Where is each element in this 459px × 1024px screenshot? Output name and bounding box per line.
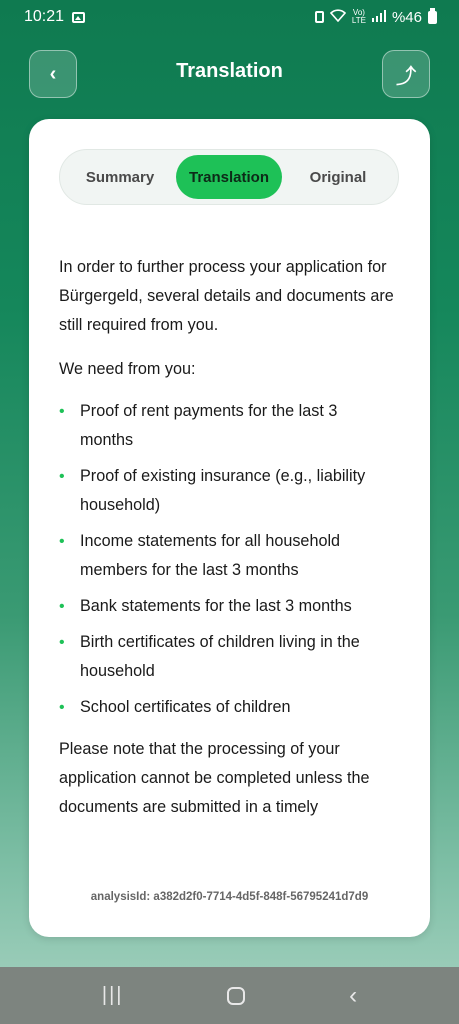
intro-paragraph: In order to further process your application for Bürgergeld, several details and documents are still required from you. xyxy=(59,258,394,334)
translation-card xyxy=(29,119,430,937)
page-title: Translation xyxy=(176,60,283,82)
list-item-line: members for the last 3 months xyxy=(80,561,299,579)
header xyxy=(0,50,459,98)
bullet-icon: • xyxy=(59,598,65,615)
network-type xyxy=(352,9,366,25)
sim-card-icon xyxy=(315,11,324,23)
back-button[interactable] xyxy=(29,50,77,98)
need-heading: We need from you: xyxy=(59,360,196,378)
bullet-icon: • xyxy=(59,699,65,716)
wifi-icon xyxy=(330,9,346,26)
list-item-line: Birth certificates of children living in the xyxy=(80,633,360,651)
list-item-line: Income statements for all household xyxy=(80,532,341,550)
bullet-icon: • xyxy=(59,403,65,420)
bullet-icon: • xyxy=(59,634,65,651)
note-paragraph: Please note that the processing of your application cannot be completed unless the documents are submitted in a timely xyxy=(59,740,370,816)
gallery-notification-icon xyxy=(72,12,85,23)
list-item xyxy=(59,462,410,520)
tab-original[interactable]: Original xyxy=(309,168,367,186)
recents-icon[interactable]: ||| xyxy=(101,984,124,1006)
list-item xyxy=(59,397,410,455)
home-icon[interactable] xyxy=(227,987,245,1005)
list-item-line: Bank statements for the last 3 months xyxy=(80,597,352,615)
list-item-line: School certificates of children xyxy=(80,698,291,716)
list-item-line: household) xyxy=(80,496,161,514)
tab-translation[interactable]: Translation xyxy=(176,155,282,199)
list-item xyxy=(59,527,410,585)
required-documents-list xyxy=(59,397,410,722)
list-item-line: Proof of rent payments for the last 3 xyxy=(80,402,338,420)
share-icon: ⤴ xyxy=(396,65,416,88)
battery-icon xyxy=(428,11,437,24)
chevron-left-icon: ‹ xyxy=(49,62,57,85)
back-nav-icon[interactable]: ‹ xyxy=(349,981,358,1009)
share-button[interactable] xyxy=(382,50,430,98)
bullet-icon: • xyxy=(59,533,65,550)
battery-level: %46 xyxy=(391,8,422,26)
list-item-line: household xyxy=(80,662,155,680)
list-item xyxy=(59,693,410,722)
list-item-line: months xyxy=(80,431,134,449)
translation-text xyxy=(59,253,410,869)
signal-icon xyxy=(372,9,386,26)
lte-label: LTE xyxy=(351,16,366,25)
analysis-id: analysisId: a382d2f0-7714-4d5f-848f-56795241d7d9 xyxy=(90,891,369,903)
tab-summary[interactable]: Summary xyxy=(85,168,155,186)
list-item xyxy=(59,592,410,621)
system-navbar xyxy=(0,967,459,1024)
list-item-line: Proof of existing insurance (e.g., liability xyxy=(80,467,366,485)
list-item xyxy=(59,628,410,686)
status-left xyxy=(24,8,85,26)
view-tabs xyxy=(59,149,399,205)
bullet-icon: • xyxy=(59,468,65,485)
status-time: 10:21 xyxy=(24,8,65,25)
status-right xyxy=(315,9,437,26)
volte-label: Vo) xyxy=(352,8,365,17)
status-bar xyxy=(0,0,459,34)
